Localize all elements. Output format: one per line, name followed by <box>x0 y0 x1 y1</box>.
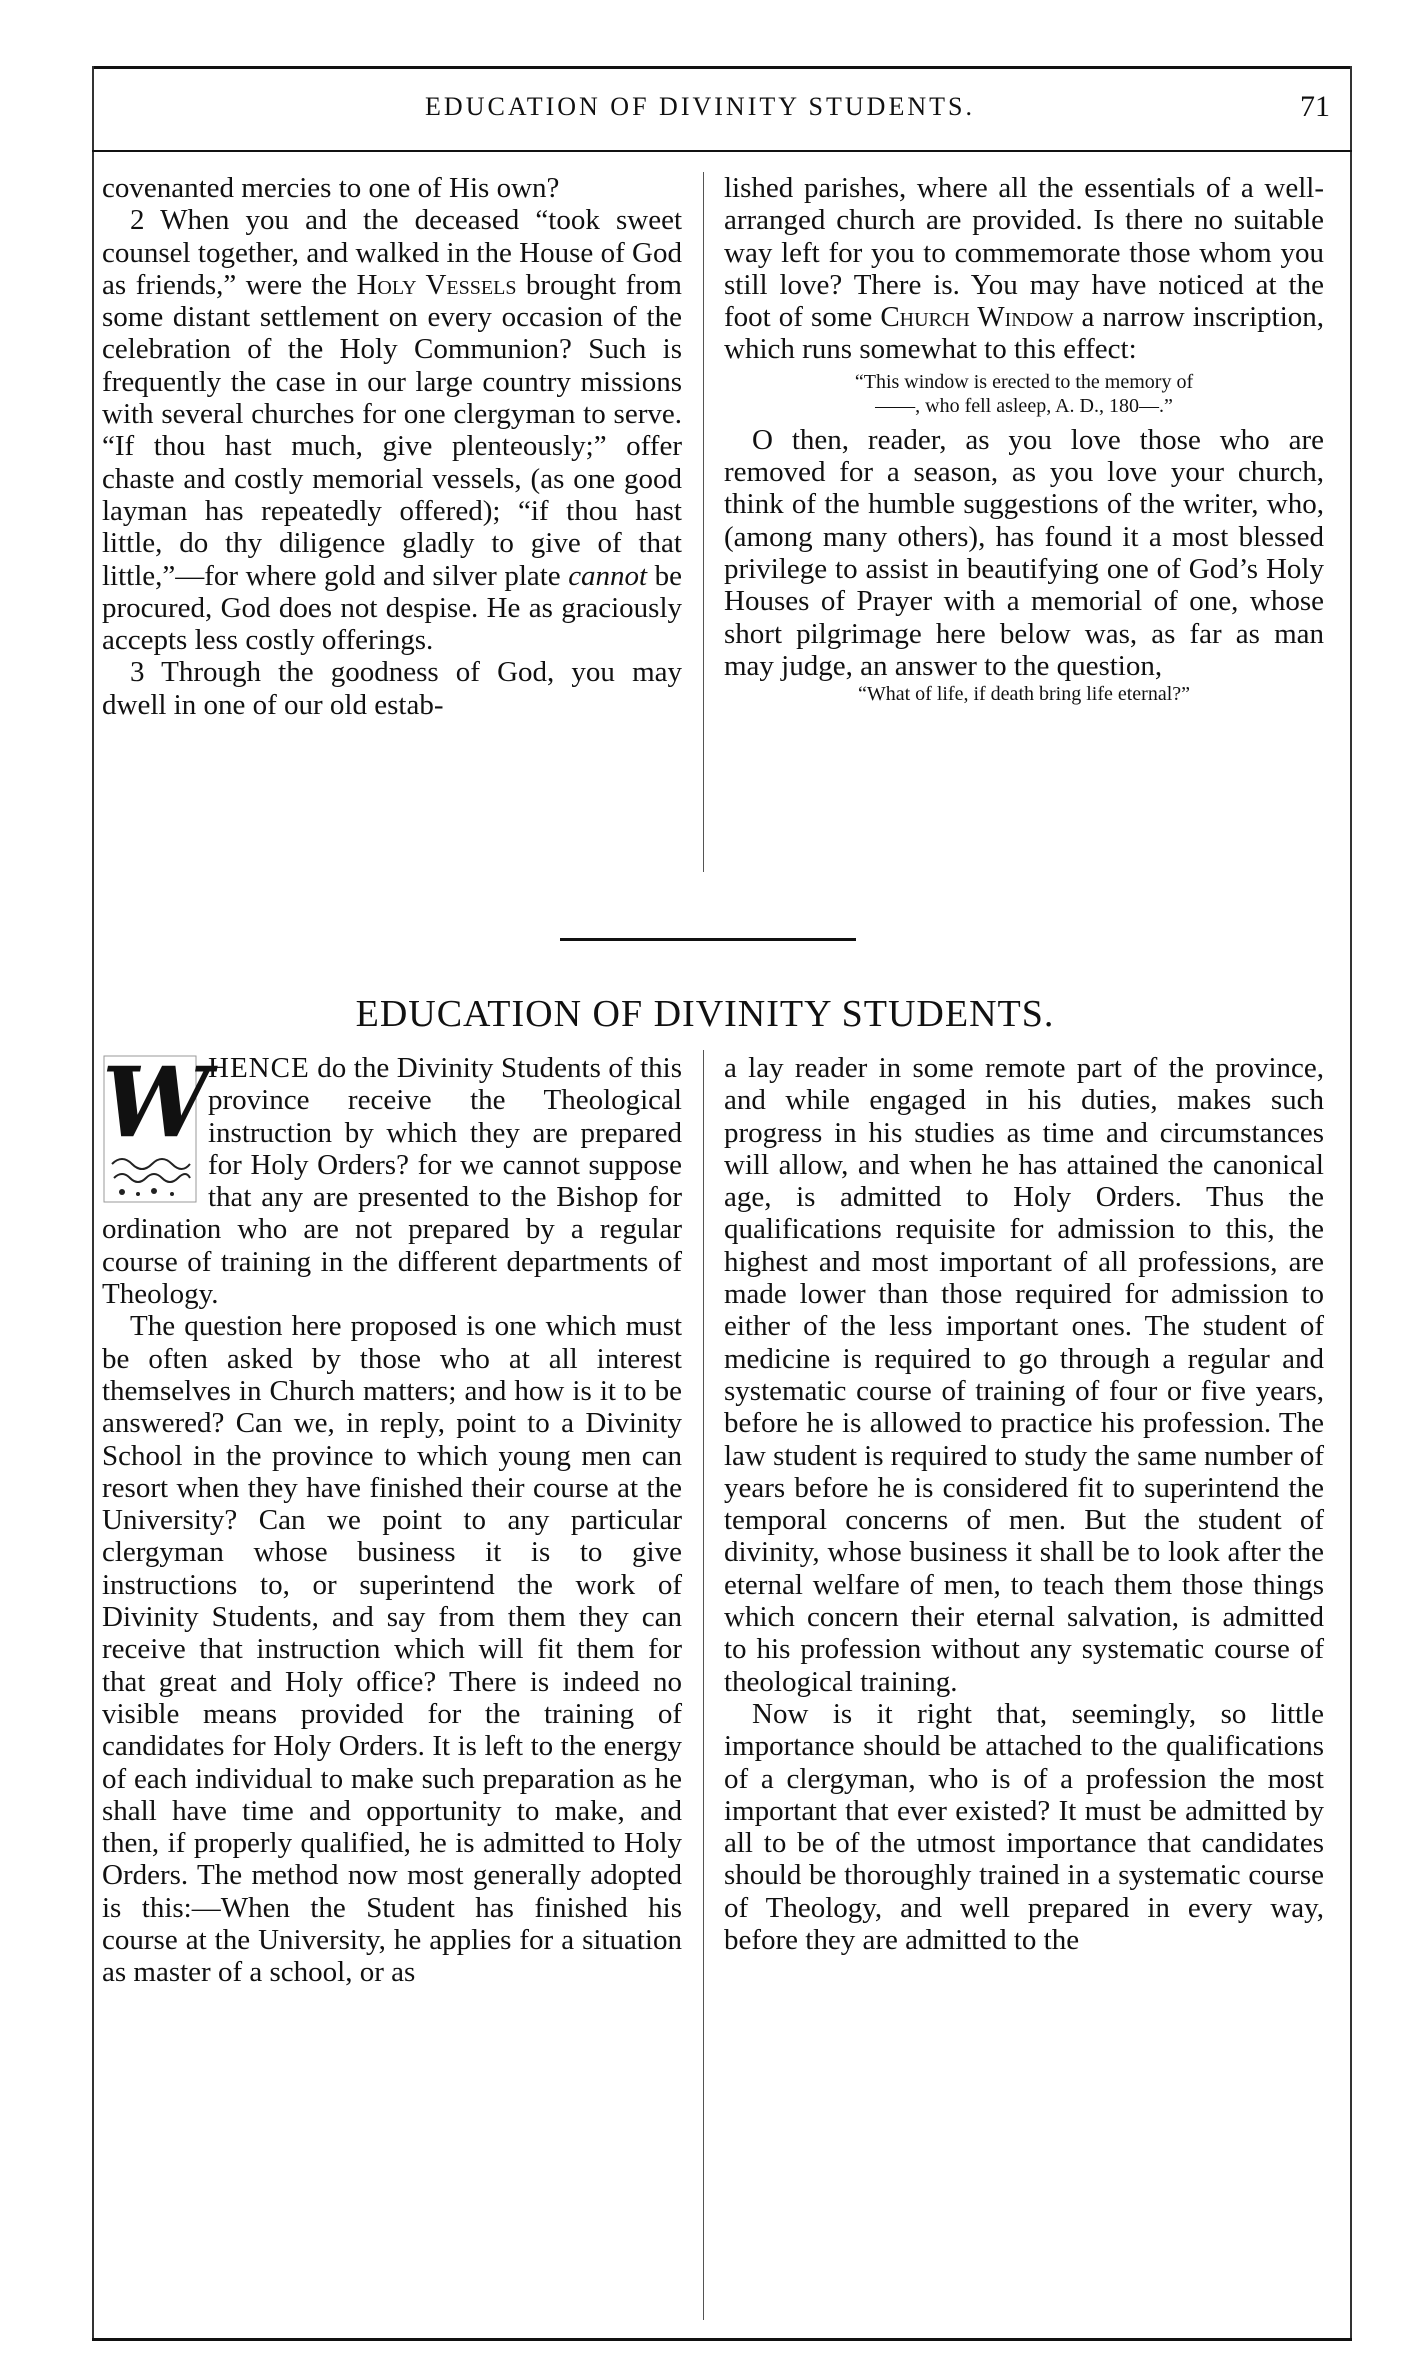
prev-right-paragraph-1 <box>724 172 1324 366</box>
page-number: 71 <box>1300 90 1330 123</box>
drop-cap-letter: W <box>102 1046 210 1159</box>
article-divider-rule <box>560 938 856 941</box>
prev-right-paragraph-2: O then, reader, as you love those who are removed for a season, as you love your church, think of the humble suggestions of the writer, who, (among many others), has found it a most blessed privilege to assist in beautifying one of God’s Holy Houses of Prayer with a memorial of one, whose short pilgrimage here below was, as far as man may judge, an answer to the question, <box>724 423 1324 682</box>
article-right-paragraph-1: a lay reader in some remote part of the province, and while engaged in his duties, makes such progress in his studies as time and circumstances will allow, and when he has attained the canonical age, is admitted to Holy Orders. Thus the qualifications requisite for admission to this, the highest and most important of all professions, are made lower than those required for admission to either of the less important ones. The student of medicine is required to go through a regular and systematic course of training of four or five years, before he is allowed to practice his profession. The law student is required to study the same number of years before he is considered fit to superintend the temporal concerns of men. But the student of divinity, whose business it shall be to look after the eternal welfare of men, to teach them those things which concern their eternal salvation, is admitted to his profession without any systematic course of theological training. <box>724 1052 1325 1698</box>
closing-quotation: “What of life, if death bring life eternal?” <box>857 683 1191 706</box>
inscription-line-1: “This window is erected to the memory of <box>854 370 1194 393</box>
prev-paragraph-2-text: 2 When you and the deceased “took sweet counsel together, and walked in the House of God as friends,” were the <box>102 204 682 301</box>
prev-paragraph-3: 3 Through the goodness of God, you may dwell in one of our old estab- <box>102 656 682 721</box>
prev-right-paragraph-1-text: lished parishes, where all the essentials of a well-arranged church are provided. Is there no suitable way left for you to commemorate those whom you still love? There is. You may have noticed at the foot of some <box>724 172 1324 334</box>
header-rule <box>92 150 1352 152</box>
column-divider-top <box>703 172 704 872</box>
prev-article-left-column <box>102 172 682 721</box>
article-title: EDUCATION OF DIVINITY STUDENTS. <box>355 993 1055 1035</box>
article-paragraph-2: The question here proposed is one which must be often asked by those who at all interest themselves in Church matters; and how is it to be answered? Can we, in reply, point to a Divinity School in the province to which young men can resort when they have finished their course at the University? Can we point to any particular clergyman whose business it is to give instructions to, or superintend the work of Divinity Students, and say from them they can receive that instruction which will fit them for that great and Holy office? There is indeed no visible means provided for the training of candidates for Holy Orders. It is left to the energy of each individual to make such preparation as he shall have time and opportunity to make, and then, if properly qualified, he is admitted to Holy Orders. The method now most generally adopted is this:—When the Student has finished his course at the University, he applies for a situation as master of a school, or as <box>102 1310 682 1989</box>
article-paragraph-1-text: do the Divinity Students of this province receive the Theological instruction by which they are prepared for Holy Orders? for we cannot suppose that any are presented to the Bishop for ordination who are not prepared by a regular course of training in the different departments of Theology. <box>102 1052 682 1311</box>
page-border-right <box>1350 66 1352 2338</box>
page-border-left <box>92 66 94 2338</box>
page-border-bottom <box>92 2338 1352 2341</box>
running-title: EDUCATION OF DIVINITY STUDENTS. <box>425 92 975 121</box>
holy-vessels-term: Holy Vessels <box>356 268 517 301</box>
prev-right-paragraph-1-text-cont: a narrow inscription, which runs somewhat to this effect: <box>724 301 1325 366</box>
article-left-column <box>102 1046 682 1989</box>
article-right-paragraph-2: Now is it right that, seemingly, so little importance should be attached to the qualifications of a clergyman, who is of a profession the most important that ever existed? It must be admitted by all to be of the utmost importance that candidates should be thoroughly trained in a systematic course of Theology, and well prepared in every way, before they are admitted to the <box>724 1697 1324 1957</box>
prev-article-right-column <box>724 172 1324 706</box>
run-in-word: HENCE <box>208 1052 310 1084</box>
article-right-column <box>724 1052 1324 1956</box>
ornamental-drop-cap <box>102 1046 210 1204</box>
prev-paragraph-2 <box>102 204 682 656</box>
inscription-line-2: ——, who fell asleep, A. D., 180—.” <box>875 394 1173 417</box>
prev-paragraph-1: covenanted mercies to one of His own? <box>102 172 560 204</box>
emphasis-cannot: cannot <box>568 559 648 592</box>
column-divider-bottom <box>703 1050 704 2320</box>
prev-paragraph-2-text-end: be procured, God does not despise. He as graciously accepts less costly offerings. <box>102 559 683 657</box>
prev-paragraph-2-text-cont: brought from some distant settlement on every occasion of the celebration of the Holy Communion? Such is frequently the case in our large country missions with several churches for one clergyman to serve. “If thou hast much, give plenteously;” offer chaste and costly memorial vessels, (as one good layman has repeatedly offered); “if thou hast little, do thy diligence gladly to give of that little,”—for where gold and silver plate <box>102 268 682 592</box>
page-border-top <box>92 66 1352 69</box>
church-window-term: Church Window <box>880 301 1074 334</box>
memorial-inscription <box>724 370 1324 418</box>
